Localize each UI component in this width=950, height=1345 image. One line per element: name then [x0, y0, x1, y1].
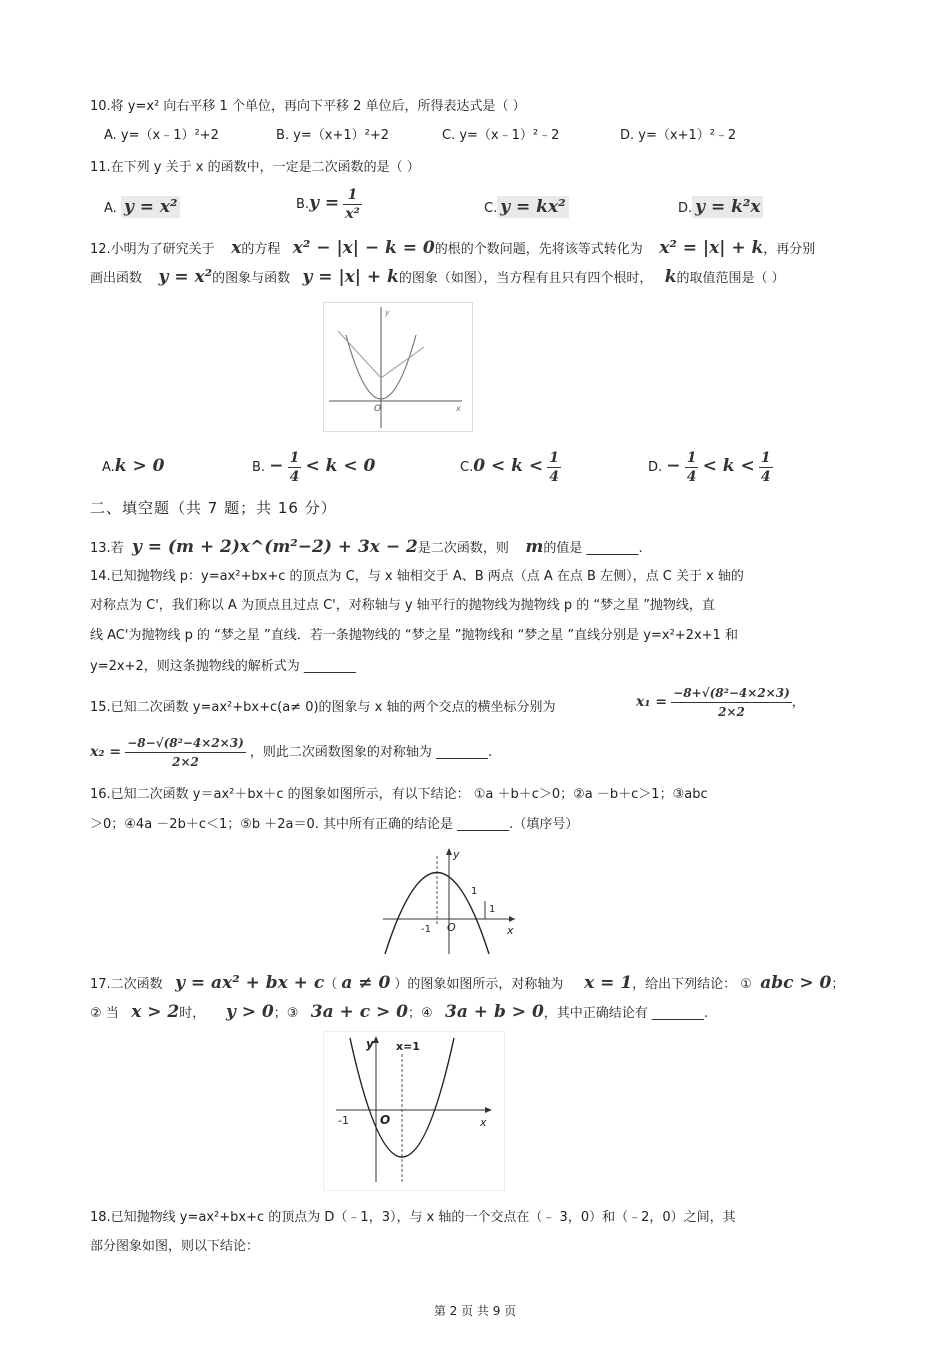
option-label: C.	[484, 201, 498, 216]
q12-line2: 画出函数 y = x²的图象与函数 y = |x| + k的图象（如图），当方程有且只有四个根时， k的取值范围是（ ）	[90, 267, 785, 287]
q17-line2: ② 当 x > 2时， y > 0；③ 3a + c > 0；④ 3a + b > 0，其中正确结论有 ________.	[90, 1002, 709, 1022]
q12-line1: 12.小明为了研究关于 x的方程 x² − |x| − k = 0的根的个数问题，先将该等式转化为 x² = |x| + k，再分别	[90, 238, 816, 258]
q16-figure	[381, 846, 519, 956]
x-axis-label: x	[507, 924, 514, 937]
q12-option-d: D. − $\frac{1}{4}$ < k < $\frac{1}{4}$	[648, 450, 771, 485]
q14-line2: 对称点为 C'，我们称以 A 为顶点且过点 C'，对称轴与 y 轴平行的抛物线为抛物线 p 的 “梦之星 ”抛物线，直	[90, 598, 715, 613]
y-axis-label: y	[453, 848, 460, 861]
q12-option-b: B. − $\frac{1}{4}$ < k < 0	[252, 450, 376, 485]
option-label: B.	[296, 197, 310, 212]
q14-line4: y=2x+2，则这条抛物线的解析式为 ________	[90, 659, 356, 674]
q12-option-c: C.0 < k < $\frac{1}{4}$	[460, 450, 559, 485]
q10-option-a: A. y=（x﹣1）²+2	[104, 128, 219, 143]
option-label: A.	[104, 201, 117, 216]
q10-option-d: D. y=（x+1）²﹣2	[620, 128, 737, 143]
q10-option-b: B. y=（x+1）²+2	[276, 128, 390, 143]
q12-option-a: A.k > 0	[102, 456, 165, 476]
origin-label: O	[380, 1113, 391, 1127]
q14-line3: 线 AC'为抛物线 p 的 “梦之星 ”直线．若一条抛物线的 “梦之星 ”抛物线和 “梦之星 ”直线分别是 y=x²+2x+1 和	[90, 628, 738, 643]
q10-stem: 10.将 y=x² 向右平移 1 个单位，再向下平移 2 单位后，所得表达式是（ ）	[90, 99, 526, 114]
section-title: 二、填空题（共 7 题；共 16 分）	[90, 499, 337, 517]
q17-graph	[324, 1032, 504, 1190]
y-axis-label: y	[366, 1037, 374, 1051]
q12-figure	[323, 302, 473, 432]
x-axis-label: x	[480, 1116, 487, 1129]
q13: 13.若 y = (m + 2)x^(m²−2) + 3x − 2是二次函数，则 m的值是 ________.	[90, 537, 643, 557]
q14-line1: 14.已知抛物线 p：y=ax²+bx+c 的顶点为 C，与 x 轴相交于 A、B 两点（点 A 在点 B 左侧），点 C 关于 x 轴的	[90, 569, 744, 584]
q18-line2: 部分图象如图，则以下结论：	[90, 1239, 260, 1254]
q18-line1: 18.已知抛物线 y=ax²+bx+c 的顶点为 D（﹣1，3），与 x 轴的一个交点在（﹣ 3，0）和（﹣2，0）之间，其	[90, 1210, 736, 1225]
q11-option-d	[678, 198, 763, 218]
q11-option-b	[296, 186, 362, 223]
q16-line2: ＞0；④4a －2b＋c＜1；⑤b ＋2a＝0. 其中所有正确的结论是 ________.（填序号）	[90, 817, 579, 832]
axis-label: x=1	[396, 1040, 420, 1053]
q11-option-c	[484, 198, 569, 218]
q16-graph	[381, 846, 519, 956]
origin-label: O	[374, 404, 382, 414]
origin-label: O	[447, 921, 456, 934]
x-axis-label: x	[456, 404, 461, 413]
one-label: 1	[489, 904, 496, 915]
q15-x2: x₂ = $\frac{\text{−8−√(8²−4×2×3)}}{2\times 2}$ ，则此二次函数图象的对称轴为 ________.	[90, 736, 493, 769]
neg1-label: -1	[338, 1114, 349, 1127]
q17-figure	[323, 1031, 505, 1191]
option-label: D.	[678, 201, 693, 216]
formula: y = k²x	[692, 196, 763, 218]
q17-line1: 17.二次函数 y = ax² + bx + c（ a ≠ 0 ）的图象如图所示，对称轴为 x = 1，给出下列结论： ① abc > 0；	[90, 973, 845, 993]
q16-line1: 16.已知二次函数 y＝ax²＋bx＋c 的图象如图所示，有以下结论： ①a ＋b＋c＞0；②a －b＋c＞1；③abc	[90, 787, 708, 802]
formula-lhs: y =	[309, 193, 340, 213]
q11-option-a	[104, 198, 180, 218]
q12-graph	[324, 303, 472, 431]
y-axis-label: y	[385, 308, 390, 317]
fraction: $\frac{1}{\text{x²}}$	[345, 187, 360, 222]
q15-line1: 15.已知二次函数 y=ax²+bx+c(a≠ 0)的图象与 x 轴的两个交点的横坐标分别为	[90, 700, 556, 715]
page-footer: 第 2 页 共 9 页	[433, 1304, 517, 1318]
q10-option-c: C. y=（x﹣1）²﹣2	[442, 128, 560, 143]
formula: y = kx²	[497, 196, 568, 218]
q11-stem: 11.在下列 y 关于 x 的函数中，一定是二次函数的是（ ）	[90, 160, 420, 175]
formula: y = x²	[121, 196, 181, 218]
neg1-label: -1	[421, 924, 431, 935]
q15-x1: x₁ = $\frac{\text{−8+√(8²−4×2×3)}}{2\times 2}$ ，	[636, 686, 805, 719]
one-label: 1	[471, 886, 478, 897]
